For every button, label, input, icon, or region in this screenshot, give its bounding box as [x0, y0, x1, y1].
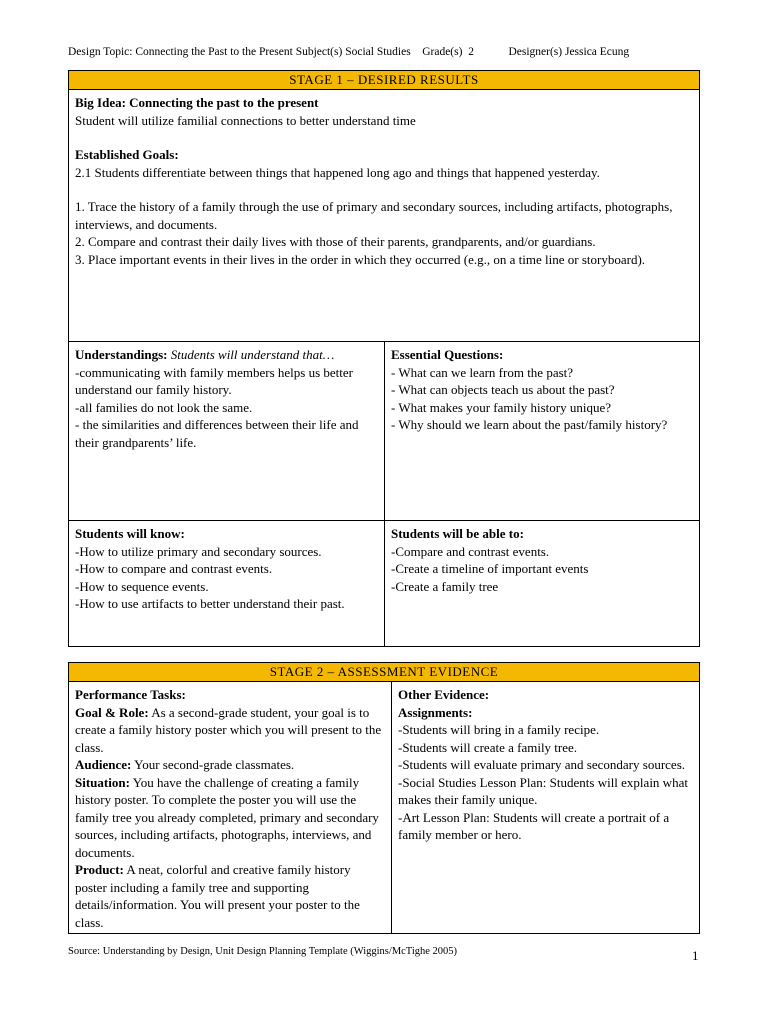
questions-label: Essential Questions:	[391, 347, 504, 362]
assignment-item: -Students will evaluate primary and secondary sources.	[398, 757, 685, 772]
stage1-table	[68, 70, 700, 647]
able-cell	[385, 521, 699, 646]
know-item: -How to sequence events.	[75, 578, 209, 594]
know-label: Students will know:	[75, 526, 185, 541]
questions-cell	[385, 342, 699, 520]
designer-value: Jessica Ecung	[564, 46, 630, 58]
question-item: - What makes your family history unique?	[391, 399, 611, 415]
understandings-row	[69, 341, 699, 520]
understanding-item: - the similarities and differences between their life and their grandparents’ life.	[75, 417, 359, 450]
situation: Situation: You have the challenge of creating a family history poster. To complete the poster you will use the family tree you already completed, primary and secondary sources, including artifacts, photographs, interviews, and documents.	[75, 774, 379, 860]
question-item: - What can we learn from the past?	[391, 364, 574, 380]
spacer	[75, 181, 693, 198]
big-idea-value: Connecting the past to the present	[129, 95, 319, 110]
understanding-item: -all families do not look the same.	[75, 399, 253, 415]
understandings-cell	[69, 342, 385, 520]
big-idea-label: Big Idea:	[75, 95, 126, 110]
spacer	[75, 129, 693, 146]
know-cell	[69, 521, 385, 646]
subject-label: Subject(s)	[295, 46, 343, 58]
designer-label: Designer(s)	[508, 46, 563, 58]
performance-tasks-cell	[69, 682, 392, 933]
goal-item: 1. Trace the history of a family through the use of primary and secondary sources, including artifacts, photographs, interviews, and documents.	[75, 199, 673, 232]
other-evidence-cell	[392, 682, 699, 933]
stage1-title: STAGE 1 – DESIRED RESULTS	[69, 71, 699, 90]
assignment-item: -Students will bring in a family recipe.	[398, 722, 600, 737]
stage2-title: STAGE 2 – ASSESSMENT EVIDENCE	[69, 663, 699, 682]
assignment-item: -Art Lesson Plan: Students will create a portrait of a family member or hero.	[398, 809, 670, 842]
able-label: Students will be able to:	[391, 526, 524, 541]
stage2-table	[68, 662, 700, 934]
understandings-heading: Understandings: Students will understand that…	[75, 347, 335, 362]
goal-role: Goal & Role: As a second-grade student, your goal is to create a family history poster which you will present to the class.	[75, 704, 382, 755]
know-item: -How to utilize primary and secondary sources.	[75, 543, 322, 559]
understanding-item: -communicating with family members helps us better understand our family history.	[75, 364, 353, 397]
page-number: 1	[692, 948, 699, 963]
document-header	[68, 46, 708, 58]
topic-value: Connecting the Past to the Present	[135, 46, 293, 58]
know-item: -How to use artifacts to better understand their past.	[75, 596, 345, 611]
assignment-item: -Students will create a family tree.	[398, 739, 578, 755]
goal-main: 2.1 Students differentiate between things that happened long ago and things that happened yesterday.	[75, 164, 600, 180]
know-item: -How to compare and contrast events.	[75, 561, 273, 576]
big-idea-section	[69, 90, 699, 341]
footer-source: Source: Understanding by Design, Unit Design Planning Template (Wiggins/McTighe 2005)	[68, 946, 458, 957]
big-idea-text: Student will utilize familial connections to better understand time	[75, 112, 416, 128]
big-idea-heading	[75, 94, 693, 112]
goal-item: 3. Place important events in their lives in the order in which they occurred (e.g., on a time line or storyboard).	[75, 251, 646, 267]
able-item: -Create a family tree	[391, 578, 499, 594]
subject-value: Social Studies	[345, 46, 411, 58]
product: Product: A neat, colorful and creative family history poster including a family tree and supporting details/information. You will present your poster to the class.	[75, 862, 360, 930]
goal-item: 2. Compare and contrast their daily lives with those of their parents, grandparents, and/or guardians.	[75, 234, 596, 249]
question-item: - What can objects teach us about the past?	[391, 382, 615, 397]
question-item: - Why should we learn about the past/family history?	[391, 417, 668, 432]
know-row	[69, 520, 699, 646]
other-evidence-label: Other Evidence:	[398, 687, 490, 702]
assignment-item: -Social Studies Lesson Plan: Students will explain what makes their family unique.	[398, 774, 688, 807]
tasks-label: Performance Tasks:	[75, 687, 186, 702]
grade-label: Grade(s)	[422, 46, 463, 58]
topic-label: Design Topic:	[68, 46, 133, 58]
audience: Audience: Your second-grade classmates.	[75, 757, 295, 772]
able-item: -Create a timeline of important events	[391, 561, 589, 576]
goals-label: Established Goals:	[75, 147, 179, 162]
able-item: -Compare and contrast events.	[391, 543, 550, 559]
assignments-label: Assignments:	[398, 704, 473, 720]
grade-value: 2	[468, 46, 474, 58]
evidence-row	[69, 682, 699, 933]
